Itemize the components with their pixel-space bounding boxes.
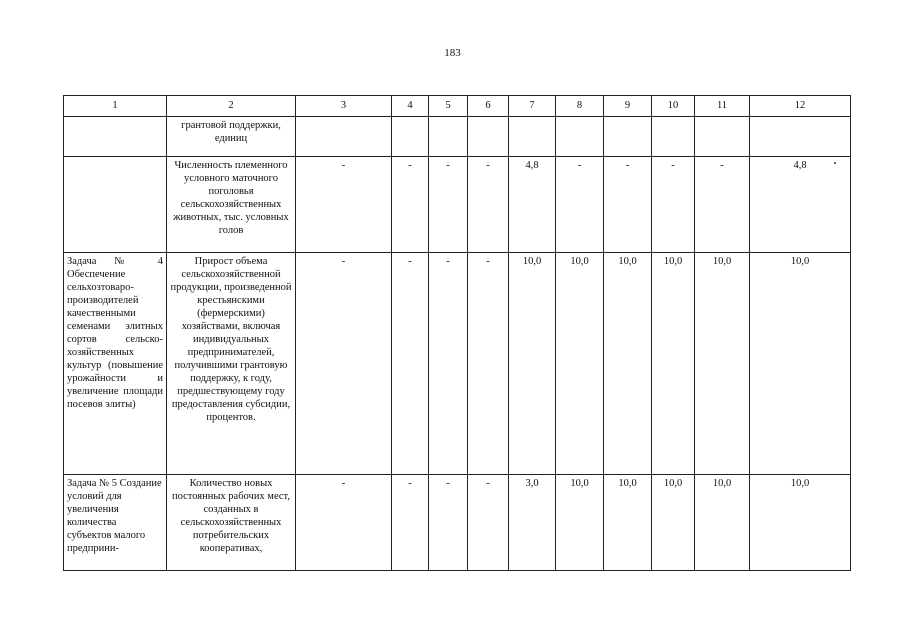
value-cell: - <box>468 475 509 571</box>
value-cell: 4,8 <box>750 157 851 253</box>
value-cell: - <box>429 475 468 571</box>
page-number: 183 <box>444 47 461 59</box>
column-header: 6 <box>468 96 509 117</box>
value-cell: 10,0 <box>604 475 652 571</box>
table-row <box>64 157 851 253</box>
value-cell <box>392 117 429 157</box>
column-header: 8 <box>556 96 604 117</box>
value-cell: 10,0 <box>556 253 604 475</box>
indicator-cell: Численность племенного условного маточного поголовья сельскохозяйственных животных, тыс. условных голов <box>167 157 296 253</box>
column-header: 10 <box>652 96 695 117</box>
value-cell: 10,0 <box>695 475 750 571</box>
value-cell: 4,8 <box>509 157 556 253</box>
value-cell: 3,0 <box>509 475 556 571</box>
column-header: 3 <box>296 96 392 117</box>
value-cell: - <box>296 157 392 253</box>
task-cell: Задача № 4 Обеспечение сельхозтоваро-производителей качественными семенами элитных сортов сельско-хозяйственных культур (повышение урожайности и увеличение площади посевов элиты) <box>64 253 167 475</box>
value-cell: - <box>296 475 392 571</box>
value-cell: - <box>468 253 509 475</box>
value-cell <box>604 117 652 157</box>
indicator-cell: грантовой поддержки, единиц <box>167 117 296 157</box>
value-cell: - <box>392 253 429 475</box>
value-cell: - <box>556 157 604 253</box>
value-cell: - <box>695 157 750 253</box>
column-header: 7 <box>509 96 556 117</box>
value-cell <box>750 117 851 157</box>
value-cell: - <box>429 253 468 475</box>
value-cell: - <box>429 157 468 253</box>
column-header: 1 <box>64 96 167 117</box>
value-cell <box>296 117 392 157</box>
value-cell: - <box>468 157 509 253</box>
scan-speck <box>834 162 836 164</box>
value-cell: 10,0 <box>652 253 695 475</box>
task-cell <box>64 117 167 157</box>
value-cell <box>429 117 468 157</box>
value-cell: 10,0 <box>750 253 851 475</box>
value-cell: 10,0 <box>604 253 652 475</box>
value-cell: - <box>392 157 429 253</box>
value-cell <box>468 117 509 157</box>
value-cell: 10,0 <box>750 475 851 571</box>
value-cell: 10,0 <box>695 253 750 475</box>
value-cell <box>695 117 750 157</box>
value-cell <box>556 117 604 157</box>
column-header: 5 <box>429 96 468 117</box>
value-cell <box>652 117 695 157</box>
task-cell <box>64 157 167 253</box>
value-cell: 10,0 <box>556 475 604 571</box>
table-row <box>64 475 851 571</box>
table-row <box>64 117 851 157</box>
table-row <box>64 253 851 475</box>
column-header: 9 <box>604 96 652 117</box>
indicators-table <box>63 95 851 571</box>
column-header: 4 <box>392 96 429 117</box>
value-cell: - <box>296 253 392 475</box>
indicator-cell: Прирост объема сельскохозяйственной продукции, произведенной крестьянскими (фермерскими) хозяйствами, включая индивидуальных предпринимателей, получившими грантовую поддержку, к году, предшествующему году предоставления субсидии, процентов. <box>167 253 296 475</box>
column-header: 11 <box>695 96 750 117</box>
indicator-cell: Количество новых постоянных рабочих мест, созданных в сельскохозяйственных потребительских кооперативах, <box>167 475 296 571</box>
value-cell: - <box>604 157 652 253</box>
column-header: 12 <box>750 96 851 117</box>
value-cell: - <box>652 157 695 253</box>
column-header: 2 <box>167 96 296 117</box>
value-cell: 10,0 <box>652 475 695 571</box>
value-cell <box>509 117 556 157</box>
value-cell: - <box>392 475 429 571</box>
task-cell: Задача № 5 Создание условий для увеличения количества субъектов малого предприни- <box>64 475 167 571</box>
value-cell: 10,0 <box>509 253 556 475</box>
table-header-row <box>64 96 851 117</box>
